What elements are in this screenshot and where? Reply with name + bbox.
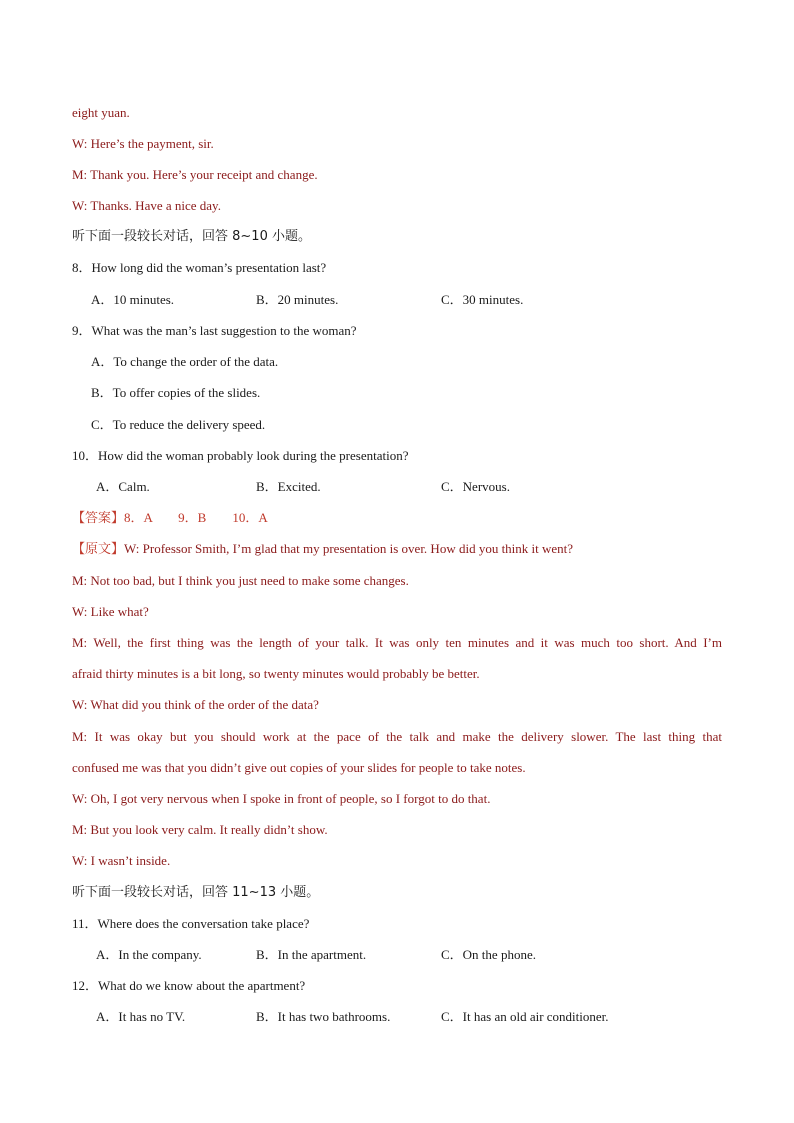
option-a: A．10 minutes. bbox=[91, 292, 175, 307]
question-stem: 11．Where does the conversation take place? bbox=[72, 916, 310, 931]
option-c: C．30 minutes. bbox=[441, 292, 524, 307]
transcript-line: M: It was okay but you should work at the pace of the talk and make the delivery slower. The last thing that bbox=[72, 729, 722, 744]
section-heading: 听下面一段较长对话，回答 11~13 小题。 bbox=[72, 885, 320, 900]
dialogue-line: M: Thank you. Here’s your receipt and change. bbox=[72, 167, 318, 182]
option-b: B．In the apartment. bbox=[256, 947, 367, 962]
question-stem: 12．What do we know about the apartment? bbox=[72, 978, 306, 993]
transcript-label: 【原文】 bbox=[72, 542, 125, 557]
option-b: B．Excited. bbox=[256, 479, 321, 494]
transcript-line: W: What did you think of the order of the data? bbox=[72, 697, 319, 712]
transcript-line: confused me was that you didn’t give out copies of your slides for people to take notes. bbox=[72, 760, 526, 775]
option-c: C．It has an old air conditioner. bbox=[441, 1009, 609, 1024]
option-a: A．To change the order of the data. bbox=[91, 354, 279, 369]
transcript-line: M: Not too bad, but I think you just need to make some changes. bbox=[72, 573, 409, 588]
question-stem: 10．How did the woman probably look during the presentation? bbox=[72, 448, 409, 463]
transcript-line: M: But you look very calm. It really didn’t show. bbox=[72, 822, 328, 837]
option-b: B．20 minutes. bbox=[256, 292, 339, 307]
transcript-line: afraid thirty minutes is a bit long, so twenty minutes would probably be better. bbox=[72, 666, 480, 681]
question-stem: 8．How long did the woman’s presentation last? bbox=[72, 260, 327, 275]
question-stem: 9．What was the man’s last suggestion to the woman? bbox=[72, 323, 357, 338]
option-a: A．It has no TV. bbox=[96, 1009, 186, 1024]
transcript-line: W: Like what? bbox=[72, 604, 149, 619]
transcript-line bbox=[72, 541, 573, 558]
transcript-line: W: I wasn’t inside. bbox=[72, 853, 171, 868]
answer-text: 8．A 9．B 10．A bbox=[124, 510, 268, 525]
option-c: C．On the phone. bbox=[441, 947, 536, 962]
dialogue-line: W: Thanks. Have a nice day. bbox=[72, 198, 221, 213]
transcript-text: W: Professor Smith, I’m glad that my presentation is over. How did you think it went? bbox=[124, 541, 574, 556]
option-a: A．In the company. bbox=[96, 947, 202, 962]
option-c: C．To reduce the delivery speed. bbox=[91, 417, 266, 432]
option-b: B．To offer copies of the slides. bbox=[91, 385, 261, 400]
dialogue-line: W: Here’s the payment, sir. bbox=[72, 136, 214, 151]
option-b: B．It has two bathrooms. bbox=[256, 1009, 391, 1024]
answer-label: 【答案】 bbox=[72, 511, 125, 526]
option-c: C．Nervous. bbox=[441, 479, 510, 494]
dialogue-line: eight yuan. bbox=[72, 105, 130, 120]
transcript-line: W: Oh, I got very nervous when I spoke in front of people, so I forgot to do that. bbox=[72, 791, 491, 806]
section-heading: 听下面一段较长对话，回答 8~10 小题。 bbox=[72, 229, 311, 244]
answer-line bbox=[72, 510, 268, 527]
option-a: A．Calm. bbox=[96, 479, 150, 494]
transcript-line: M: Well, the first thing was the length of your talk. It was only ten minutes and it was much too short. And I’m bbox=[72, 635, 722, 650]
